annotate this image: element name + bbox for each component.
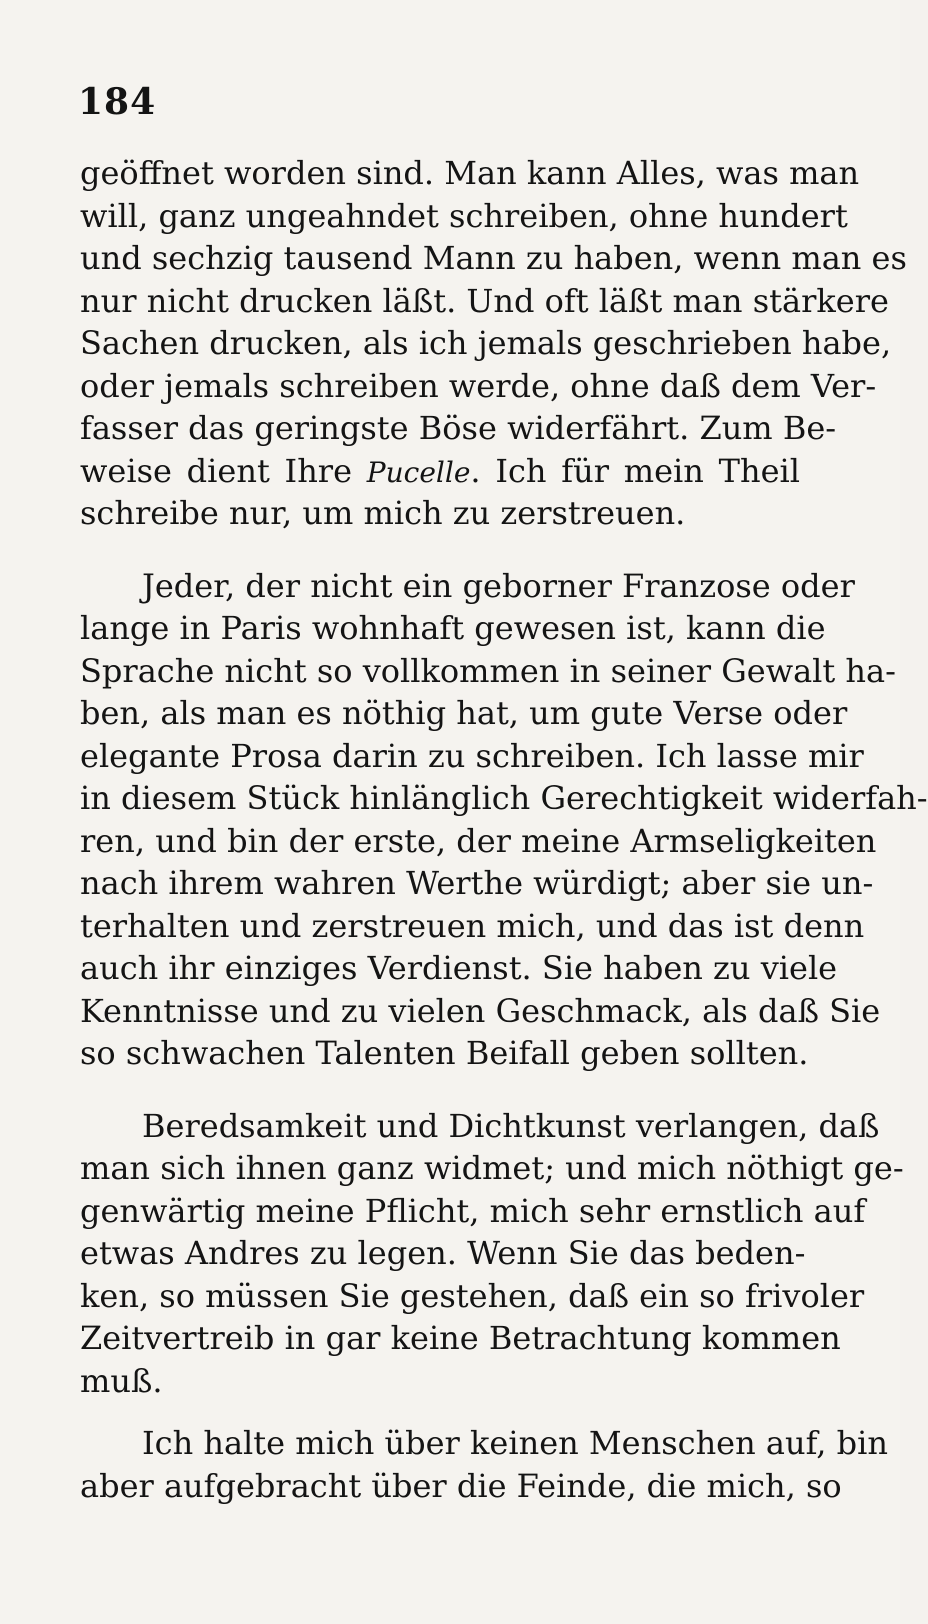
- paragraph-gap: [80, 535, 800, 565]
- paragraph-4: [80, 1422, 888, 1507]
- text-line: schreibe nur, um mich zu zerstreuen.: [80, 494, 686, 532]
- text-line: und sechzig tausend Mann zu haben, wenn man es: [80, 239, 907, 277]
- text-line: fasser das geringste Böse widerfährt. Zum Be-: [80, 409, 837, 447]
- text-line: aber aufgebracht über die Feinde, die mich, so: [80, 1466, 842, 1505]
- text-line: ren, und bin der erste, der meine Armseligkeiten: [80, 821, 877, 860]
- text-line: oder jemals schreiben werde, ohne daß dem Ver-: [80, 366, 877, 405]
- text-line: Ich halte mich über keinen Menschen auf, bin: [142, 1424, 888, 1462]
- text-line: will, ganz ungeahndet schreiben, ohne hundert: [80, 196, 848, 235]
- text-line: genwärtig meine Pflicht, mich sehr ernstlich auf: [80, 1191, 866, 1230]
- paragraph-gap: [80, 1075, 800, 1105]
- text-line: terhalten und zerstreuen mich, und das ist denn: [80, 906, 865, 945]
- italic-title: Pucelle: [366, 455, 471, 489]
- text-line: man sich ihnen ganz widmet; und mich nöthigt ge-: [80, 1149, 904, 1187]
- text-line: so schwachen Talenten Beifall geben sollten.: [80, 1034, 809, 1072]
- paragraph-1: [80, 152, 907, 535]
- text-line: ken, so müssen Sie gestehen, daß ein so frivoler: [80, 1276, 865, 1315]
- text-line: ben, als man es nöthig hat, um gute Verse oder: [80, 694, 848, 732]
- text-line: nur nicht drucken läßt. Und oft läßt man stärkere: [80, 281, 889, 320]
- text-line: Kenntnisse und zu vielen Geschmack, als daß Sie: [80, 991, 881, 1030]
- text-line: etwas Andres zu legen. Wenn Sie das beden-: [80, 1234, 806, 1272]
- text-line: Beredsamkeit und Dichtkunst verlangen, daß: [142, 1106, 880, 1145]
- text-line: Jeder, der nicht ein geborner Franzose oder: [142, 566, 855, 605]
- text-line: Zeitvertreib in gar keine Betrachtung kommen: [80, 1319, 841, 1357]
- body-text: [80, 152, 928, 1507]
- text-line: nach ihrem wahren Werthe würdigt; aber sie un-: [80, 864, 874, 902]
- paragraph-3: [80, 1105, 904, 1403]
- text-line: elegante Prosa darin zu schreiben. Ich lasse mir: [80, 736, 864, 775]
- text-line: lange in Paris wohnhaft gewesen ist, kann die: [80, 609, 826, 647]
- paragraph-2: [80, 565, 928, 1075]
- paragraph-gap: [80, 1402, 800, 1422]
- text-line: muß.: [80, 1361, 163, 1400]
- text-line: in diesem Stück hinlänglich Gerechtigkeit widerfah-: [80, 779, 928, 817]
- text-line: weise dient Ihre Pucelle. Ich für mein Theil: [80, 451, 801, 490]
- text-line: Sachen drucken, als ich jemals geschrieben habe,: [80, 324, 892, 362]
- text-line: auch ihr einziges Verdienst. Sie haben zu viele: [80, 949, 838, 987]
- text-line: Sprache nicht so vollkommen in seiner Gewalt ha-: [80, 651, 896, 690]
- page-number: 184: [78, 81, 157, 123]
- text-line: geöffnet worden sind. Man kann Alles, was man: [80, 154, 860, 192]
